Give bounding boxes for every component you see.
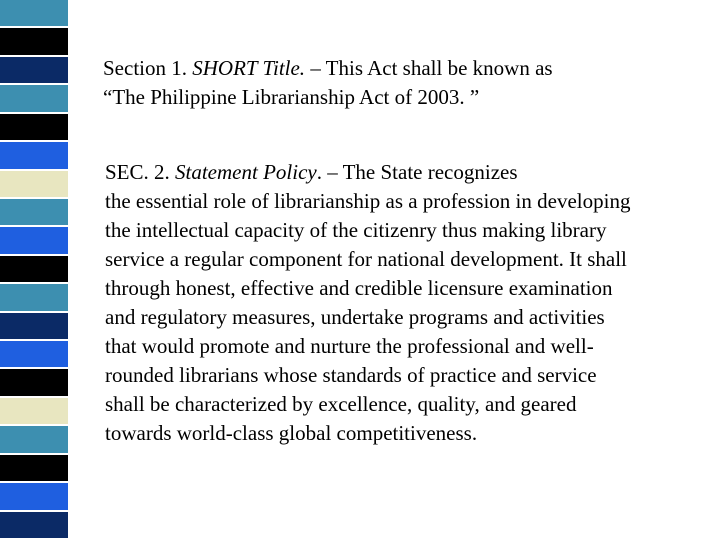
section-2-line: that would promote and nurture the professional and well- xyxy=(105,334,594,358)
section-2-title: Statement Policy xyxy=(175,160,317,184)
side-bar-block xyxy=(0,142,68,168)
side-bar-block xyxy=(0,199,68,225)
section-2-line-1 xyxy=(105,158,630,187)
section-2-line: the intellectual capacity of the citizenry thus making library xyxy=(105,218,607,242)
section-1-line-1 xyxy=(103,54,553,83)
side-bar-block xyxy=(0,313,68,339)
side-bar-block xyxy=(0,171,68,197)
side-bar-block xyxy=(0,284,68,310)
section-1-title: SHORT Title. xyxy=(192,56,306,80)
section-2-line: service a regular component for national development. It shall xyxy=(105,247,627,271)
side-bar-block xyxy=(0,426,68,452)
section-1-line-2: “The Philippine Librarianship Act of 2003. ” xyxy=(103,85,480,109)
side-bar-block xyxy=(0,256,68,282)
side-bar-block xyxy=(0,369,68,395)
decorative-side-bar xyxy=(0,0,68,540)
section-2-prefix: SEC. 2. xyxy=(105,160,176,184)
section-2-line: shall be characterized by excellence, quality, and geared xyxy=(105,392,577,416)
side-bar-block xyxy=(0,28,68,54)
side-bar-block xyxy=(0,512,68,538)
section-2-line: towards world-class global competitiveness. xyxy=(105,421,478,445)
section-2-line: the essential role of librarianship as a profession in developing xyxy=(105,189,631,213)
side-bar-block xyxy=(0,85,68,111)
side-bar-block xyxy=(0,114,68,140)
side-bar-block xyxy=(0,455,68,481)
side-bar-block xyxy=(0,341,68,367)
section-2-line: rounded librarians whose standards of practice and service xyxy=(105,363,597,387)
section-2-line: and regulatory measures, undertake programs and activities xyxy=(105,305,605,329)
side-bar-block xyxy=(0,227,68,253)
section-1-prefix: Section 1. xyxy=(103,56,193,80)
side-bar-block xyxy=(0,0,68,26)
section-2-line-1-rest: . – The State recognizes xyxy=(316,160,518,184)
section-2-paragraph xyxy=(105,158,630,448)
side-bar-block xyxy=(0,57,68,83)
side-bar-block xyxy=(0,398,68,424)
side-bar-block xyxy=(0,483,68,509)
section-1-line-1-rest: – This Act shall be known as xyxy=(305,56,553,80)
section-2-line: through honest, effective and credible licensure examination xyxy=(105,276,613,300)
section-1-paragraph xyxy=(103,54,553,112)
